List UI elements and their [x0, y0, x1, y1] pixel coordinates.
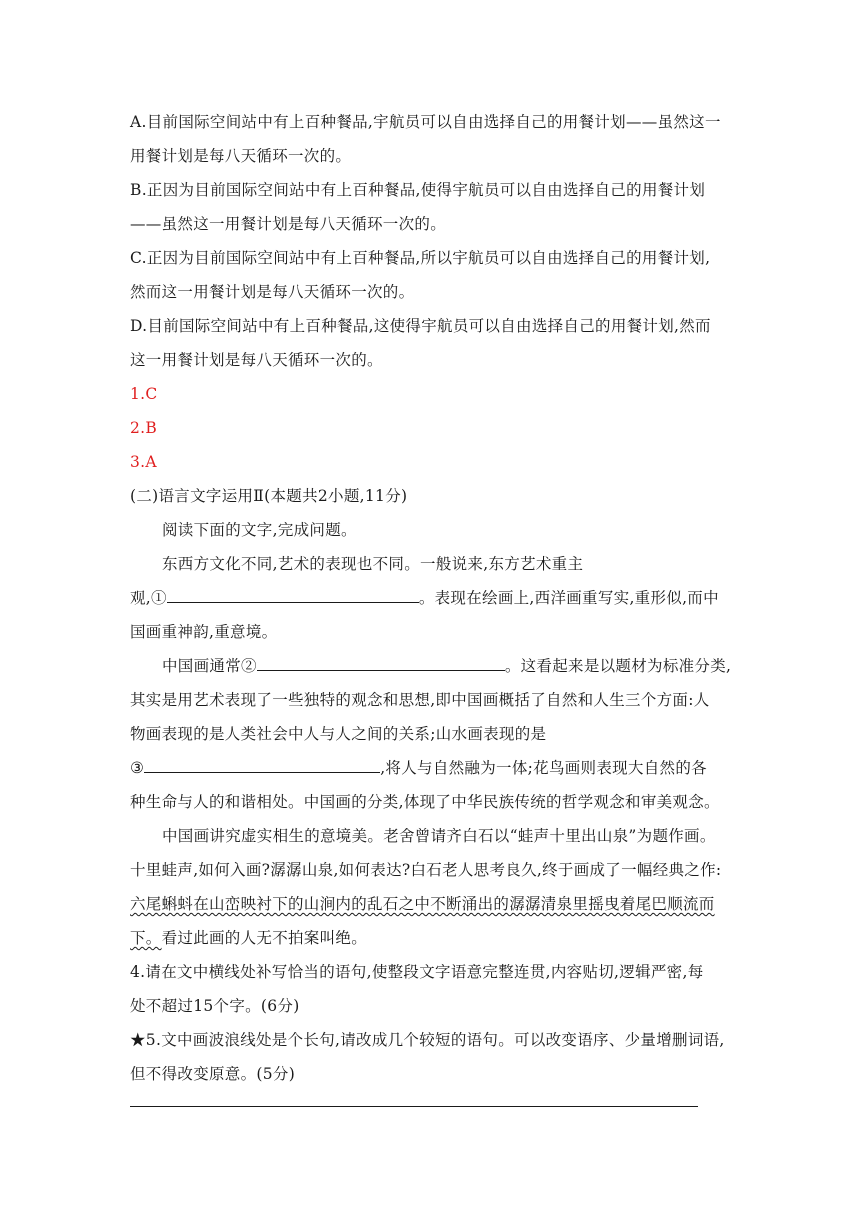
passage-p2-line-4-pre: ③: [130, 759, 145, 777]
passage-p3-line-3: [130, 894, 715, 914]
passage-p1-line-1: 东西方文化不同,艺术的表现也不同。一般说来,东方艺术重主: [162, 555, 584, 573]
option-c-line-2: 然而这一用餐计划是每八天循环一次的。: [130, 283, 415, 301]
passage-p3-line-4: [130, 928, 367, 948]
passage-p3-line-1: 中国画讲究虚实相生的意境美。老舍曾请齐白石以“蛙声十里出山泉”为题作画。: [162, 827, 716, 845]
section-instruction: 阅读下面的文字,完成问题。: [162, 521, 357, 539]
fill-blank-1[interactable]: [167, 588, 419, 603]
passage-p2-line-1-pre: 中国画通常②: [162, 657, 257, 675]
passage-p2-line-1-post: 。这看起来是以题材为标准分类,: [504, 657, 732, 675]
question-5-line-1: ★5.文中画波浪线处是个长句,请改成几个较短的语句。可以改变语序、少量增删词语,: [130, 1031, 725, 1049]
question-4-line-1: 4.请在文中横线处补写恰当的语句,使整段文字语意完整连贯,内容贴切,逻辑严密,每: [130, 963, 704, 981]
fill-blank-3[interactable]: [144, 758, 380, 773]
option-b-line-2: ——虽然这一用餐计划是每八天循环一次的。: [130, 215, 447, 233]
answer-writing-line[interactable]: [130, 1106, 698, 1107]
passage-p1-line-2-post: 。表现在绘画上,西洋画重写实,重形似,而中: [418, 589, 719, 607]
passage-p2-line-4-post: ,将人与自然融为一体;花鸟画则表现大自然的各: [380, 759, 707, 777]
passage-p1-line-2-pre: 观,①: [130, 589, 167, 607]
passage-p1-line-3: 国画重神韵,重意境。: [130, 623, 278, 641]
answer-2: 2.B: [130, 419, 158, 437]
passage-p2-line-3: 物画表现的是人类社会中人与人之间的关系;山水画表现的是: [130, 725, 547, 743]
passage-p1-line-2: [130, 588, 719, 608]
passage-p2-line-2: 其实是用艺术表现了一些独特的观念和思想,即中国画概括了自然和人生三个方面:人: [130, 691, 710, 709]
question-5-line-2: 但不得改变原意。(5分): [130, 1065, 296, 1083]
wavy-underlined-sentence-part-1: 六尾蝌蚪在山峦映衬下的山涧内的乱石之中不断涌出的潺潺清泉里摇曳着尾巴顺流而: [130, 895, 715, 913]
passage-p3-line-2: 十里蛙声,如何入画?潺潺山泉,如何表达?白石老人思考良久,终于画成了一幅经典之作:: [130, 861, 722, 879]
passage-p3-line-4-post: 看过此画的人无不拍案叫绝。: [161, 929, 368, 947]
passage-p2-line-5: 种生命与人的和谐相处。中国画的分类,体现了中华民族传统的哲学观念和审美观念。: [130, 793, 720, 811]
option-d-line-2: 这一用餐计划是每八天循环一次的。: [130, 351, 383, 369]
option-b-line-1: B.正因为目前国际空间站中有上百种餐品,使得宇航员可以自由选择自己的用餐计划: [130, 181, 706, 199]
option-d-line-1: D.目前国际空间站中有上百种餐品,这使得宇航员可以自由选择自己的用餐计划,然而: [130, 317, 711, 335]
answer-1: 1.C: [130, 385, 158, 403]
option-a-line-1: A.目前国际空间站中有上百种餐品,宇航员可以自由选择自己的用餐计划——虽然这一: [130, 113, 721, 131]
wavy-underlined-sentence-part-2: 下。: [130, 929, 162, 947]
option-a-line-2: 用餐计划是每八天循环一次的。: [130, 147, 352, 165]
question-4-line-2: 处不超过15个字。(6分): [130, 997, 300, 1015]
fill-blank-2[interactable]: [257, 656, 505, 671]
passage-p2-line-1: [162, 656, 731, 676]
section-heading: (二)语言文字运用Ⅱ(本题共2小题,11分): [130, 487, 408, 505]
answer-3: 3.A: [130, 453, 157, 471]
option-c-line-1: C.正因为目前国际空间站中有上百种餐品,所以宇航员可以自由选择自己的用餐计划,: [130, 249, 711, 267]
passage-p2-line-4: [130, 758, 707, 778]
